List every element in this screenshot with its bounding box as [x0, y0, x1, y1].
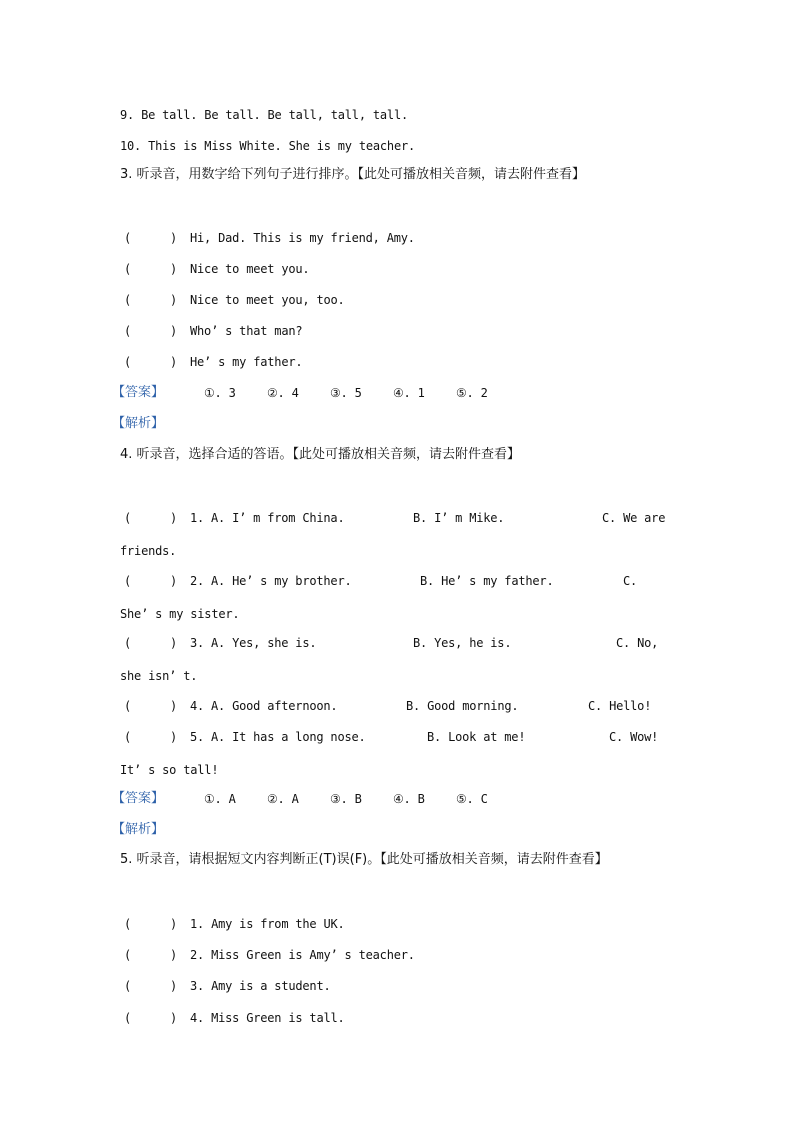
paren-close: ): [170, 699, 178, 713]
paren-open: (: [124, 979, 132, 993]
option-c: C. Hello!: [588, 699, 652, 713]
answer-label: 【答案】: [112, 791, 165, 806]
paren-open: (: [124, 636, 132, 650]
paren-open: (: [124, 574, 132, 588]
answer-5: ⑤. 2: [456, 386, 488, 400]
paren-close: ): [170, 355, 178, 369]
option-a: A. It has a long nose.: [211, 730, 366, 744]
option-a: A. He’ s my brother.: [211, 574, 352, 588]
paren-close: ): [170, 262, 178, 276]
paren-close: ): [170, 574, 178, 588]
q5-item-text: 1. Amy is from the UK.: [190, 917, 345, 931]
answer-1: ①. 3: [204, 386, 236, 400]
answer-4: ④. B: [393, 792, 425, 806]
analysis-label: 【解析】: [112, 822, 165, 837]
answer-1: ①. A: [204, 792, 236, 806]
option-b: B. Good morning.: [406, 699, 519, 713]
paren-close: ): [170, 917, 178, 931]
paren-open: (: [124, 730, 132, 744]
paren-open: (: [124, 699, 132, 713]
item-number: 3.: [190, 636, 205, 650]
option-c-continued: It’ s so tall!: [120, 763, 219, 777]
paren-close: ): [170, 511, 178, 525]
answer-label: 【答案】: [112, 385, 165, 400]
paren-open: (: [124, 262, 132, 276]
option-c-continued: friends.: [120, 544, 177, 558]
paren-close: ): [170, 324, 178, 338]
item-number: 5.: [190, 730, 205, 744]
answer-2: ②. 4: [267, 386, 299, 400]
item-number: 4.: [190, 699, 205, 713]
question-3-heading: 3. 听录音，用数字给下列句子进行排序。【此处可播放相关音频，请去附件查看】: [120, 167, 586, 182]
item-number: 2.: [190, 574, 205, 588]
option-a: A. I’ m from China.: [211, 511, 345, 525]
answer-4: ④. 1: [393, 386, 425, 400]
q3-item-text: Who’ s that man?: [190, 324, 303, 338]
paren-close: ): [170, 1011, 178, 1025]
sentence-9: 9. Be tall. Be tall. Be tall, tall, tall.: [120, 108, 409, 122]
option-b: B. I’ m Mike.: [413, 511, 505, 525]
paren-open: (: [124, 948, 132, 962]
paren-close: ): [170, 979, 178, 993]
q3-item-text: He’ s my father.: [190, 355, 303, 369]
option-b: B. Look at me!: [427, 730, 526, 744]
sentence-10: 10. This is Miss White. She is my teacher.: [120, 139, 416, 153]
q5-item-text: 4. Miss Green is tall.: [190, 1011, 345, 1025]
answer-3: ③. 5: [330, 386, 362, 400]
option-c: C.: [623, 574, 638, 588]
question-5-heading: 5. 听录音，请根据短文内容判断正(T)误(F)。【此处可播放相关音频，请去附件查看】: [120, 852, 608, 867]
option-a: A. Good afternoon.: [211, 699, 338, 713]
q3-item-text: Hi, Dad. This is my friend, Amy.: [190, 231, 415, 245]
paren-open: (: [124, 231, 132, 245]
option-c: C. Wow!: [609, 730, 659, 744]
paren-open: (: [124, 293, 132, 307]
paren-open: (: [124, 355, 132, 369]
q3-item-text: Nice to meet you, too.: [190, 293, 345, 307]
paren-open: (: [124, 511, 132, 525]
q5-item-text: 2. Miss Green is Amy’ s teacher.: [190, 948, 415, 962]
option-c-continued: She’ s my sister.: [120, 607, 240, 621]
question-4-heading: 4. 听录音，选择合适的答语。【此处可播放相关音频，请去附件查看】: [120, 447, 521, 462]
item-number: 1.: [190, 511, 205, 525]
option-c: C. We are: [602, 511, 666, 525]
paren-close: ): [170, 231, 178, 245]
answer-2: ②. A: [267, 792, 299, 806]
q5-item-text: 3. Amy is a student.: [190, 979, 331, 993]
option-c-continued: she isn’ t.: [120, 669, 198, 683]
q3-item-text: Nice to meet you.: [190, 262, 310, 276]
paren-open: (: [124, 917, 132, 931]
option-a: A. Yes, she is.: [211, 636, 317, 650]
paren-close: ): [170, 293, 178, 307]
paren-close: ): [170, 636, 178, 650]
paren-close: ): [170, 948, 178, 962]
paren-open: (: [124, 1011, 132, 1025]
option-c: C. No,: [616, 636, 659, 650]
option-b: B. He’ s my father.: [420, 574, 554, 588]
option-b: B. Yes, he is.: [413, 636, 512, 650]
answer-5: ⑤. C: [456, 792, 488, 806]
analysis-label: 【解析】: [112, 416, 165, 431]
answer-3: ③. B: [330, 792, 362, 806]
paren-close: ): [170, 730, 178, 744]
paren-open: (: [124, 324, 132, 338]
